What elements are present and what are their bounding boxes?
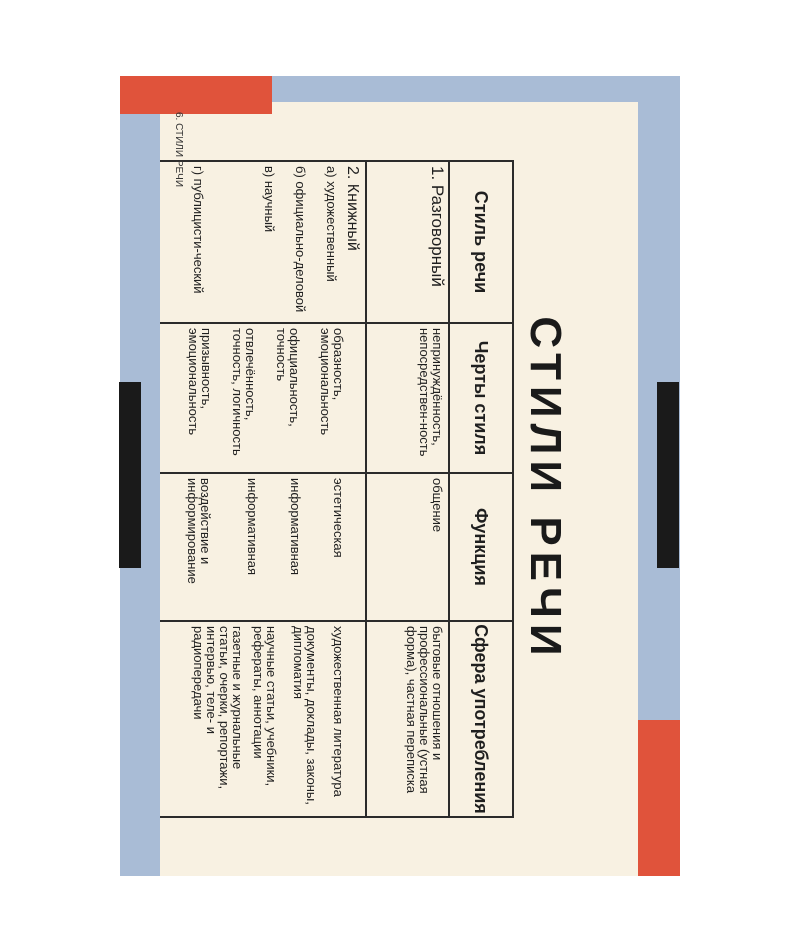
cell-features-group: [160, 323, 366, 473]
cell-style-group: [160, 161, 366, 323]
cell-sphere: бытовые отношения и профессиональные (устная форма), частная переписка: [366, 621, 449, 817]
table-header-row: [449, 161, 513, 817]
list-item: художественная литература: [331, 626, 346, 797]
cell-features: непринуждённость, непосредствен-ность: [366, 323, 449, 473]
table-row: [366, 161, 449, 817]
list-item: документы, доклады, законы, дипломатия: [291, 626, 319, 805]
list-item: б) официально-деловой: [293, 166, 308, 313]
list-item: информативная: [245, 478, 260, 576]
styles-table: [160, 160, 514, 818]
list-item: образность, эмоциональность: [318, 328, 346, 436]
list-item: научные статьи, учебники, рефераты, аннотации: [251, 626, 279, 787]
series-tab: [638, 720, 680, 876]
header-features: Черты стиля: [449, 323, 513, 473]
list-item: отвлечённость, точность, логичность: [230, 328, 258, 456]
rotated-sheet: [160, 102, 638, 876]
list-item: официальность, точность: [274, 328, 302, 427]
list-item: г) публицисти-ческий: [191, 166, 206, 294]
binding-strip-right: [657, 382, 679, 568]
header-function: Функция: [449, 473, 513, 621]
header-sphere: Сфера употребления: [449, 621, 513, 817]
group-label: 2. Книжный: [344, 166, 361, 251]
table-row: [160, 161, 366, 817]
cell-style: 1. Разговорный: [366, 161, 449, 323]
cell-sphere-group: [160, 621, 366, 817]
list-item: призывность, эмоциональность: [186, 328, 214, 436]
list-item: а) художественный: [324, 166, 339, 282]
list-item: в) научный: [262, 166, 277, 233]
list-item: эстетическая: [331, 478, 346, 558]
page-title: СТИЛИ РЕЧИ: [521, 316, 570, 662]
header-style: Стиль речи: [449, 161, 513, 323]
list-item: газетные и журнальные статьи, очерки, репортажи, интервью, теле- и радиопередачи: [191, 626, 245, 790]
page-number-label: 6. СТИЛИ РЕЧИ: [173, 112, 184, 188]
list-item: информативная: [288, 478, 303, 576]
sheet-content: [160, 102, 638, 876]
cell-function-group: [160, 473, 366, 621]
binding-strip-left: [119, 382, 141, 568]
list-item: воздействие и информирование: [185, 478, 213, 584]
cell-function: общение: [366, 473, 449, 621]
